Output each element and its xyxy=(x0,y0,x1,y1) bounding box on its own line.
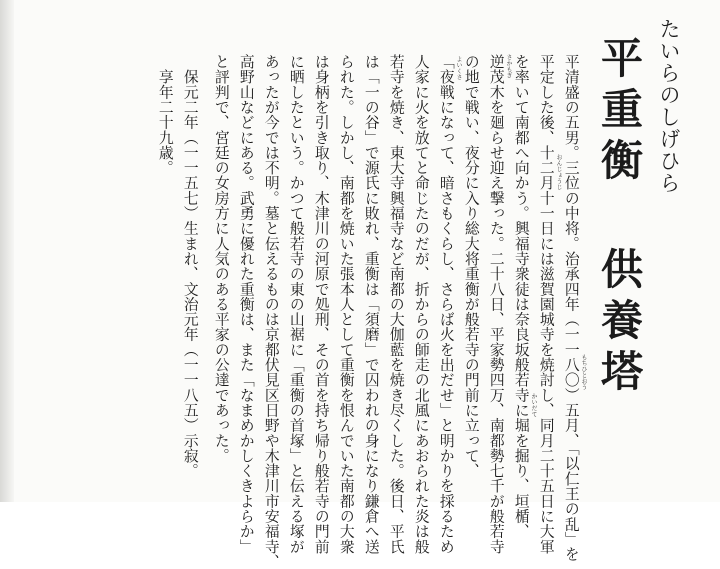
body-line: 平定した後、十二月十一日には滋賀園城寺を焼討し、同月二十五日に大軍 xyxy=(537,54,555,554)
body-line: に晒したという。かつて般若寺の東の山裾に「重衡の首塚」と伝える塚が xyxy=(287,54,305,554)
body-line: 若寺を焼き、東大寺興福寺など南都の大伽藍を焼き尽くした。後日、平氏 xyxy=(387,54,405,554)
body-line: あったが今では不明。墓と伝えるものは京都伏見区日野や木津川市安福寺、 xyxy=(262,54,280,569)
ruby-annotation: よいくさ xyxy=(455,56,462,80)
page-title: 平重衡 供養塔 xyxy=(595,36,644,400)
scan-shadow-edge xyxy=(0,0,14,502)
body-line: 高野山などにある。武勇に優れた重衡は、また「なまめかしくきよらか」 xyxy=(237,54,255,554)
ruby-annotation: さかもぎ xyxy=(505,54,512,78)
body-line: 平清盛の五男。三位の中将。治承四年（一一八〇）五月、「以仁王の乱」を xyxy=(562,54,580,562)
title-reading: たいらのしげひら xyxy=(657,18,681,194)
body-line: 逆茂木を廻らせ迎え撃った。二十八日、平家勢四万、南都勢七千が般若寺 xyxy=(487,54,505,554)
body-line: 人家に火を放てと命じたのだが、折からの師走の北風にあおられた炎は般 xyxy=(412,54,430,554)
body-line-age: 享年二十九歳。 xyxy=(156,54,174,176)
ruby-annotation: かいだて xyxy=(530,393,537,417)
body-line: は「一の谷」で源氏に敗れ、重衡は「須磨」で囚われの身になり鎌倉へ送 xyxy=(362,54,380,554)
ruby-annotation: もちひとおう xyxy=(580,354,587,390)
body-line: は身柄を引き取り、木津川の河原で処刑、その首を持ち帰り般若寺の門前 xyxy=(312,54,330,554)
body-line: を率いて南都へ向かう。興福寺衆徒は奈良坂般若寺に堀を掘り、垣楯、 xyxy=(512,54,530,539)
body-line-dates: 保元二年（一一五七）生まれ、文治元年（一一八五）示寂。 xyxy=(181,54,199,479)
ruby-annotation: おんじょうじ xyxy=(555,154,562,190)
body-line: と評判で、宮廷の女房方に人気のある平家の公達であった。 xyxy=(212,54,230,464)
body-line: 「夜戦になって、暗さもくらし、さらば火を出だせ」と明かりを採るため xyxy=(437,54,455,554)
body-line: られた。しかし、南都を焼いた張本人として重衡を恨んでいた南都の大衆 xyxy=(337,54,355,554)
body-line: の地で戦い、夜分に入り総大将重衡が般若寺の門前に立って、 xyxy=(462,54,480,479)
